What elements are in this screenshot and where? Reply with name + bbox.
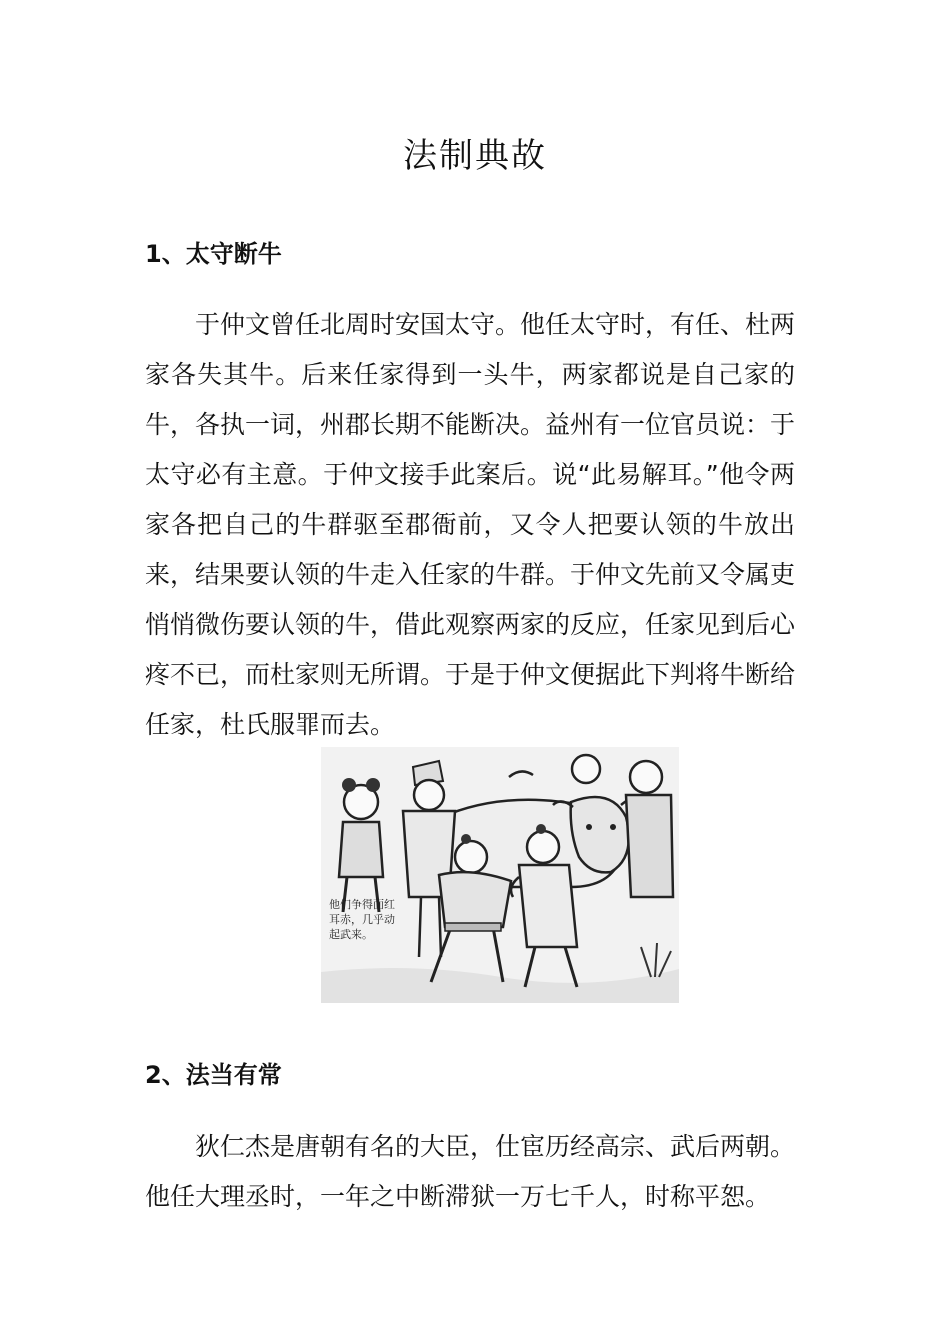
section-heading-2: 2、法当有常 (145, 1061, 282, 1089)
section-paragraph-2: 狄仁杰是唐朝有名的大臣，仕宦历经高宗、武后两朝。他任大理丞时，一年之中断滞狱一万七千人，时称平恕。 (145, 1132, 796, 1211)
section-heading-1: 1、太守断牛 (145, 240, 282, 268)
illustration-image (321, 747, 679, 1003)
illustration-drawing (321, 747, 679, 1003)
document-title: 法制典故 (403, 136, 547, 176)
section-paragraph-1: 于仲文曾任北周时安国太守。他任太守时，有任、杜两家各失其牛。后来任家得到一头牛，两家都说是自己家的牛，各执一词，州郡长期不能断决。益州有一位官员说：于太守必有主意。于仲文接手此案后。说“此易解耳。”他令两家各把自己的牛群驱至郡衙前，又令人把要认领的牛放出来，结果要认领的牛走入任家的牛群。于仲文先前又令属吏悄悄微伤要认领的牛，借此观察两家的反应，任家见到后心疼不已，而杜家则无所谓。于是于仲文便据此下判将牛断给任家，杜氏服罪而去。 (145, 310, 796, 739)
illustration-caption: 他们争得面红耳赤，几乎动起武来。 (329, 898, 395, 941)
